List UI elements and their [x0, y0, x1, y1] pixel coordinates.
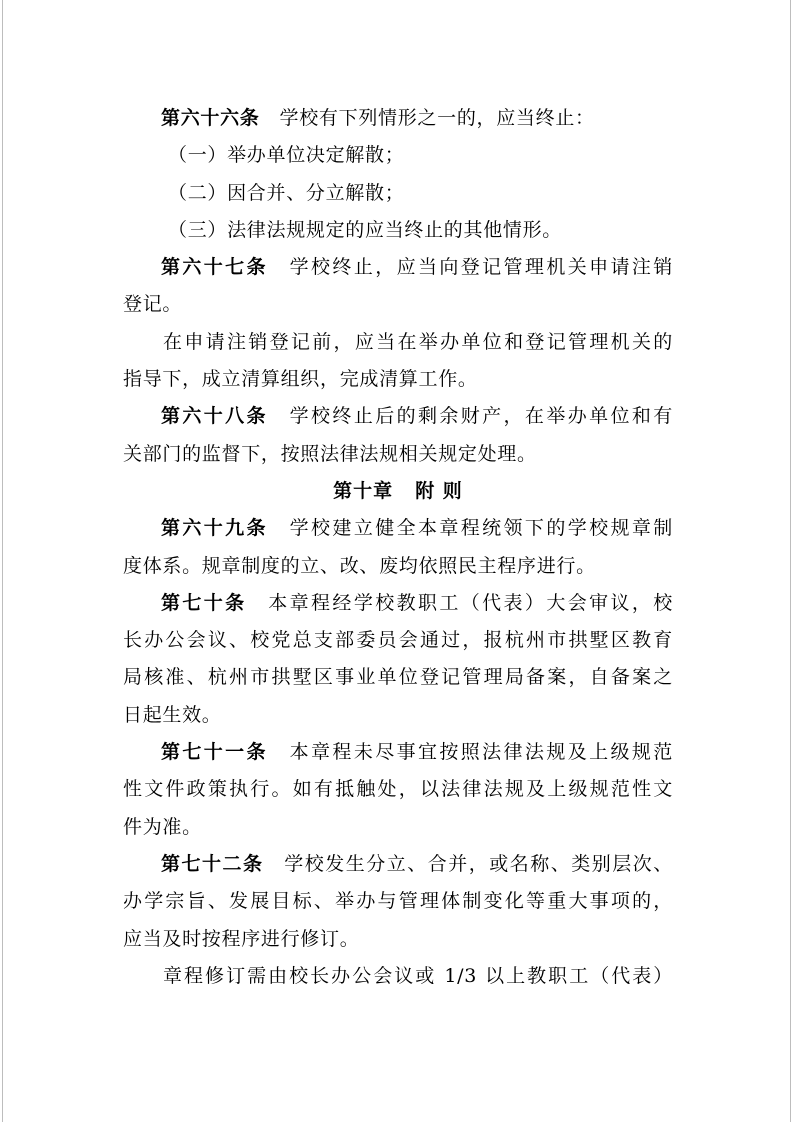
- article-67-line-2: 登记。: [123, 293, 183, 316]
- article-71-heading: 第七十一条: [161, 741, 268, 764]
- article-68-line-1: [123, 398, 673, 435]
- article-70-line-4: 日起生效。: [123, 703, 222, 726]
- article-71-text-1: 本章程未尽事宜按照法律法规及上级规范: [287, 741, 673, 764]
- article-67-para2-line-1: 在申请注销登记前，应当在举办单位和登记管理机关的: [163, 330, 673, 353]
- article-66-heading: 第六十六条: [161, 107, 260, 129]
- article-67-heading: 第六十七条: [161, 256, 268, 279]
- article-69-heading: 第六十九条: [161, 517, 268, 540]
- article-66-text: 学校有下列情形之一的，应当终止：: [279, 107, 595, 129]
- page-edge-right: [790, 0, 791, 1122]
- article-67-line-1: [123, 249, 673, 286]
- article-67-para2-line-2: 指导下，成立清算组织，完成清算工作。: [123, 368, 478, 391]
- article-72-para2-line-1: 章程修订需由校长办公会议或 1/3 以上教职工（代表）: [163, 964, 673, 987]
- chapter-10-number: 第十章: [333, 479, 394, 502]
- article-70-text-1: 本章程经学校教职工（代表）大会审议，校: [266, 591, 673, 614]
- article-66-line-1: [123, 100, 673, 137]
- article-68-heading: 第六十八条: [161, 405, 268, 428]
- article-71-line-1: [123, 734, 673, 771]
- article-66-item-2: （二）因合并、分立解散；: [168, 181, 405, 204]
- article-72-line-3: 应当及时按程序进行修订。: [123, 927, 360, 950]
- article-66-item-1: （一）举办单位决定解散；: [168, 144, 405, 167]
- article-71-line-2: 性文件政策执行。如有抵触处，以法律法规及上级规范性文: [123, 778, 673, 801]
- article-71-line-3: 件为准。: [123, 815, 202, 838]
- chapter-10-title: [123, 473, 673, 510]
- page-edge-left: [2, 0, 3, 1122]
- article-70-line-3: 局核准、杭州市拱墅区事业单位登记管理局备案，自备案之: [123, 666, 673, 689]
- article-72-text-1: 学校发生分立、合并，或名称、类别层次、: [283, 852, 673, 875]
- article-68-text-1: 学校终止后的剩余财产，在举办单位和有: [287, 405, 673, 428]
- article-72-heading: 第七十二条: [161, 852, 264, 875]
- article-72-line-1: [123, 846, 673, 883]
- article-68-line-2: 关部门的监督下，按照法律法规相关规定处理。: [123, 442, 537, 465]
- chapter-10-name: 附 则: [415, 479, 463, 502]
- article-70-line-1: [123, 585, 673, 622]
- article-70-line-2: 长办公会议、校党总支部委员会通过，报杭州市拱墅区教育: [123, 629, 673, 652]
- article-67-text-1: 学校终止，应当向登记管理机关申请注销: [287, 256, 673, 279]
- article-66-item-3: （三）法律法规规定的应当终止的其他情形。: [168, 218, 563, 241]
- article-69-text-1: 学校建立健全本章程统领下的学校规章制: [287, 517, 673, 540]
- document-body: [123, 100, 673, 995]
- article-72-line-2: 办学宗旨、发展目标、举办与管理体制变化等重大事项的，: [123, 890, 673, 913]
- article-70-heading: 第七十条: [161, 591, 247, 614]
- article-69-line-1: [123, 510, 673, 547]
- article-69-line-2: 度体系。规章制度的立、改、废均依照民主程序进行。: [123, 554, 596, 577]
